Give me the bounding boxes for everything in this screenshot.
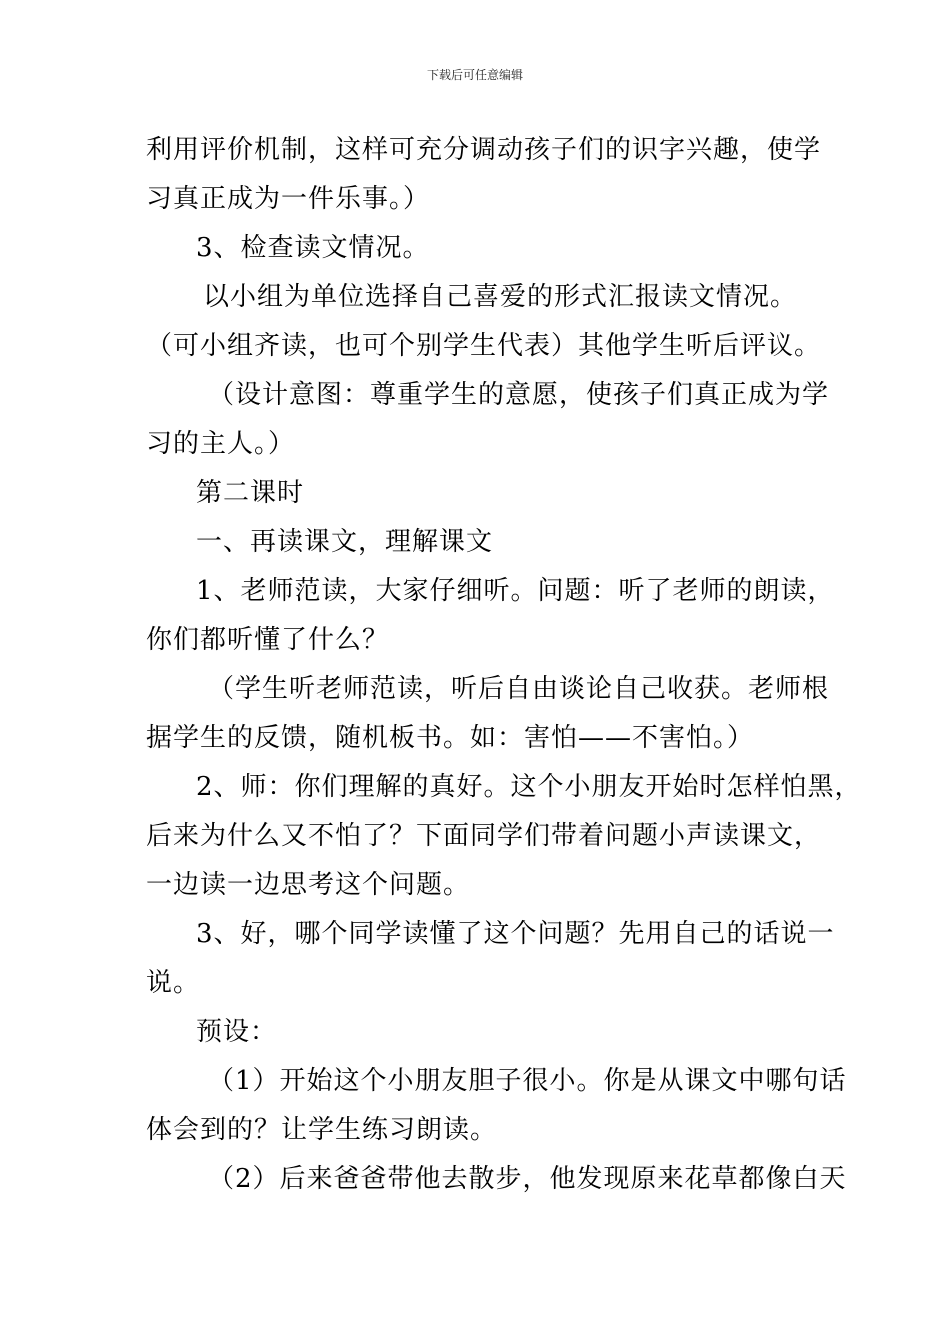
text-line: 你们都听懂了什么？	[146, 625, 390, 655]
section-heading: 一、再读课文，理解课文	[196, 527, 494, 557]
text-line: （设计意图：尊重学生的意愿，使孩子们真正成为学	[208, 380, 830, 410]
document-body	[146, 126, 862, 1204]
text-line: 3、检查读文情况。	[196, 233, 430, 263]
text-line: 1、老师范读，大家仔细听。问题：听了老师的朗读，	[196, 576, 835, 606]
text-line: 以小组为单位选择自己喜爱的形式汇报读文情况。	[203, 282, 798, 312]
text-line: 3、好，哪个同学读懂了这个问题？先用自己的话说一	[196, 919, 835, 949]
text-line: （2）后来爸爸带他去散步，他发现原来花草都像白天	[208, 1164, 847, 1194]
lesson-heading: 第二课时	[196, 478, 305, 508]
text-line: 2、师：你们理解的真好。这个小朋友开始时怎样怕黑，	[196, 772, 862, 802]
text-line: 后来为什么又不怕了？下面同学们带着问题小声读课文，	[146, 821, 822, 851]
text-line: （可小组齐读，也可个别学生代表）其他学生听后评议。	[146, 331, 822, 361]
text-line: 一边读一边思考这个问题。	[146, 870, 471, 900]
text-line: 据学生的反馈，随机板书。如：害怕——不害怕。）	[146, 723, 755, 753]
text-line: 习真正成为一件乐事。）	[146, 184, 431, 214]
text-line: 习的主人。）	[146, 429, 296, 459]
page-header: 下载后可任意编辑	[426, 68, 523, 82]
text-line: 体会到的？让学生练习朗读。	[146, 1115, 498, 1145]
text-line: 预设：	[196, 1017, 278, 1047]
text-line: （1）开始这个小朋友胆子很小。你是从课文中哪句话	[208, 1066, 847, 1096]
text-line: （学生听老师范读，听后自由谈论自己收获。老师根	[208, 674, 830, 704]
text-line: 利用评价机制，这样可充分调动孩子们的识字兴趣，使学	[146, 135, 822, 165]
text-line: 说。	[146, 968, 201, 998]
